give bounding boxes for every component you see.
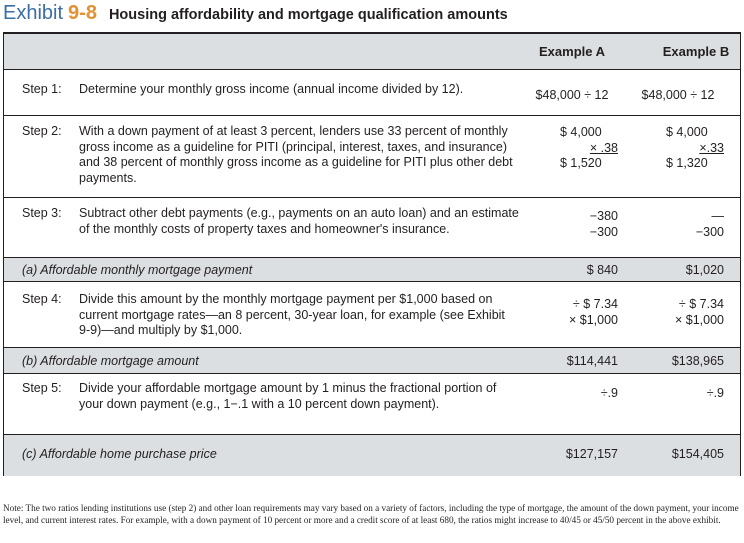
example-b-line: ×.33 — [699, 140, 724, 155]
example-a-line: $ 1,520 — [560, 156, 602, 170]
table-row-affordable-home-price — [4, 434, 740, 476]
example-a-line: × $1,000 — [568, 312, 618, 327]
example-a-calculation — [522, 209, 618, 240]
example-b-value: $48,000 ÷ 12 — [641, 88, 715, 102]
step-text: Determine your monthly gross income (annual income divided by 12). — [79, 82, 464, 96]
step-text: With a down payment of at least 3 percent, lenders use 33 percent of monthly gross income as a guideline for PITI (principal, interest, taxes, and insurance) and 38 percent of monthly gross income as a guideline for PITI plus other debt payments. — [79, 124, 513, 185]
example-b-value: $1,020 — [685, 263, 724, 277]
column-header-example-b: Example B — [662, 44, 730, 59]
example-b-value: ÷.9 — [706, 386, 724, 400]
step-label: Step 4: — [22, 292, 62, 306]
example-a-line: −300 — [589, 224, 618, 239]
exhibit-heading — [3, 2, 508, 30]
step-label: Step 5: — [22, 381, 62, 395]
subtotal-label: (a) Affordable monthly mortgage payment — [22, 263, 253, 277]
example-a-value: $114,441 — [566, 354, 618, 368]
affordability-table — [3, 34, 741, 476]
example-b-line: $ 4,000 — [666, 125, 708, 139]
example-b-value: $154,405 — [671, 447, 724, 461]
step-text: Divide this amount by the monthly mortgage payment per $1,000 based on current mortgage rates—an 8 percent, 30-year loan, for example (see Exhibit 9-9)—and multiply by $1,000. — [79, 292, 505, 337]
example-b-line: ÷ $ 7.34 — [678, 297, 724, 311]
example-a-value: ÷.9 — [600, 386, 618, 400]
example-a-line: $ 4,000 — [560, 125, 602, 139]
example-a-line: ÷ $ 7.34 — [572, 297, 618, 311]
example-a-value: $127,157 — [565, 447, 618, 461]
table-row-step-2 — [4, 115, 740, 198]
step-text: Divide your affordable mortgage amount by 1 minus the fractional portion of your down payment (e.g., 1−.1 with a 10 percent down payment). — [79, 381, 497, 411]
example-b-calculation — [628, 209, 724, 240]
table-row-step-4 — [4, 281, 740, 348]
example-a-calculation — [542, 125, 618, 172]
exhibit-number: 9-8 — [68, 2, 97, 24]
column-header-example-a: Example A — [539, 44, 605, 59]
table-row-step-5 — [4, 373, 740, 435]
step-label: Step 2: — [22, 124, 62, 138]
example-a-calculation — [522, 297, 618, 328]
step-text: Subtract other debt payments (e.g., payments on an auto loan) and an estimate of the monthly costs of property taxes and homeowner's insurance. — [79, 206, 519, 236]
example-b-line: × $1,000 — [674, 312, 724, 327]
example-b-calculation — [628, 297, 724, 328]
step-label: Step 3: — [22, 206, 62, 220]
example-b-value: $138,965 — [671, 354, 724, 368]
example-b-line: — — [711, 209, 724, 223]
footnote: Note: The two ratios lending institutions use (step 2) and other loan requirements may vary based on a variety of factors, including the type of mortgage, the amount of the down payment, your income level, and current interest rates. For example, with a down payment of 10 percent or more and a credit score of at least 680, the ratios might increase to 40/45 or 45/50 percent in the above exhibit. — [3, 503, 739, 525]
exhibit-word: Exhibit — [3, 2, 64, 24]
example-a-line: −380 — [589, 209, 618, 223]
example-a-value: $48,000 ÷ 12 — [535, 88, 609, 102]
subtotal-label: (b) Affordable mortgage amount — [22, 354, 199, 368]
step-label: Step 1: — [22, 82, 62, 96]
table-row-affordable-monthly-payment — [4, 257, 740, 282]
example-a-value: $ 840 — [586, 263, 618, 277]
example-a-line: × .38 — [589, 140, 618, 155]
example-b-line: $ 1,320 — [666, 156, 708, 170]
subtotal-label: (c) Affordable home purchase price — [22, 447, 217, 461]
exhibit-title: Housing affordability and mortgage qualification amounts — [108, 7, 508, 23]
table-row-step-3 — [4, 197, 740, 258]
example-b-line: −300 — [695, 224, 724, 239]
example-b-calculation — [648, 125, 724, 172]
table-row-affordable-mortgage-amount — [4, 347, 740, 374]
